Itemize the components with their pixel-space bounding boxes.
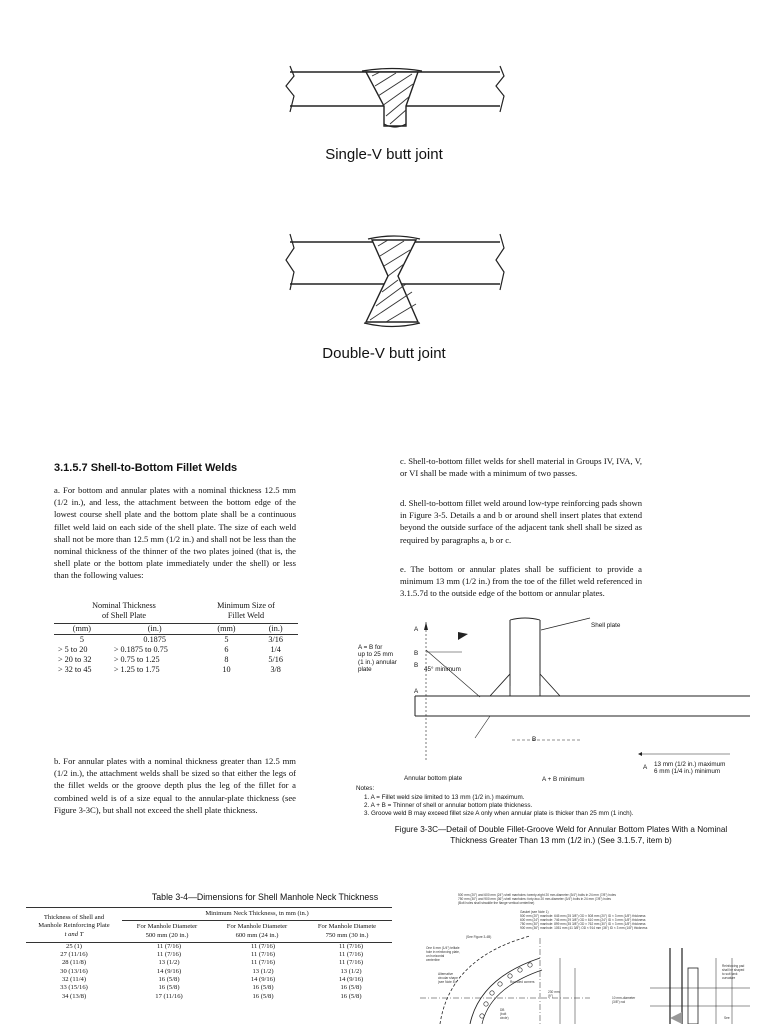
manhole-see-figure: (See Figure 3-4B)	[466, 935, 492, 939]
dim-a-bottom: A	[414, 688, 419, 695]
table-row: 34 (13/8) 17 (11/16) 16 (5/8) 16 (5/8)	[61, 992, 362, 1000]
annular-plate-label: Annular bottom plate	[404, 775, 463, 782]
table-3-4-span-head: Minimum Neck Thickness, tn mm (in.)	[122, 908, 392, 921]
manhole-alt-shape: Alternative circular shape (see Note 8)	[438, 972, 458, 984]
manhole-dim-230: 230 mm (9")	[548, 990, 560, 998]
table-row: > 32 to 45 > 1.25 to 1.75 10 3/8	[58, 665, 281, 674]
note-3: 3. Groove weld B may exceed fillet size A only when annular plate is thicker than 25 mm (1 inch).	[364, 810, 634, 817]
paragraph-c: c. Shell-to-bottom fillet welds for shell material in Groups IV, IVA, V, or VI shall be made with a minimum of two passes.	[400, 456, 642, 479]
table-row: 32 (11/4) 16 (5/8) 14 (9/16) 14 (9/16)	[61, 976, 364, 984]
shell-plate-label: Shell plate	[591, 622, 621, 629]
table-row: (mm) (in.) (mm) (in.)	[72, 624, 283, 633]
manhole-see: See	[724, 1016, 730, 1020]
table-row: 28 (11/8) 13 (1/2) 11 (7/16) 11 (7/16)	[61, 959, 364, 967]
double-v-joint-drawing	[280, 230, 510, 330]
manhole-telltale: One 6 mm (1/4") telltale hole in reinforcing plate, on horizontal centerline	[426, 946, 460, 962]
max-min-label: 13 mm (1/2 in.) maximum 6 mm (1/4 in.) minimum	[654, 761, 726, 776]
thickness-table-body	[54, 624, 298, 675]
manhole-top-note: 500 mm (20") and 600 mm (24") shell manholes: twenty-eight 20 mm-diameter (3/4") bolts in 24 mm (7/8") holes 750 mm (30") and 900 mm (36") shell manholes: forty-two 20 mm-diameter (3/4") bolts in 24 mm (7/8") holes (Bolt holes shall straddle the flange vertical centerline)	[458, 893, 616, 905]
table-3-4-col-500: For Manhole Diameter 500 mm (20 in.)	[136, 923, 198, 939]
table-row: 27 (11/16) 11 (7/16) 11 (7/16) 11 (7/16)	[60, 951, 364, 959]
paragraph-e: e. The bottom or annular plates shall be sufficient to provide a minimum 13 mm (1/2 in.) from the toe of the fillet weld referenced in 3.1.5.7d to the outside edge of the bottom or annular plates.	[400, 564, 642, 599]
table-3-4-col-600: For Manhole Diameter 600 mm (24 in.)	[226, 923, 288, 939]
table-3-4-title: Table 3-4—Dimensions for Shell Manhole Neck Thickness	[151, 892, 379, 902]
table-3-4	[26, 907, 392, 1001]
paragraph-b: b. For annular plates with a nominal thickness greater than 12.5 mm (1/2 in.), the attachment welds shall be sized so that either the legs of the fillet welds or the groove depth plus the leg of the fillet for a combined weld is of a size equal to the annular-plate thickness (see Figure 3-3C), but shall not exceed the shell plate thickness.	[54, 756, 296, 815]
paragraph-d: d. Shell-to-bottom fillet weld around low-type reinforcing pads shown in Figure 3-5. Details a and b or around shell insert plates that extend beyond the outside surface of the adjacent tank shell shall be sized as required by paragraphs a, b or c.	[400, 498, 642, 545]
ab-min-label: A + B minimum	[542, 776, 585, 783]
manhole-rod: 10 mm-diameter (3/8") rod	[612, 996, 636, 1004]
table-row: > 5 to 20 > 0.1875 to 0.75 6 1/4	[58, 645, 281, 654]
table-3-4-body	[26, 943, 392, 1001]
manhole-pad: Reinforcing pad shall be shaped to suit tank curvature	[722, 964, 745, 980]
dim-b-top: B	[414, 650, 419, 657]
manhole-db: DB (bolt circle)	[500, 1008, 509, 1020]
note-1: 1. A = Fillet weld size limited to 13 mm (1/2 in.) maximum.	[364, 794, 525, 801]
double-v-caption: Double-V butt joint	[322, 345, 446, 362]
thickness-table-col2-head: Minimum Size of Fillet Weld	[217, 601, 275, 620]
manhole-gasket-notes: Gasket (see Note 1) 500 mm (20") manhole: 645 mm (25 3/8") OD × 508 mm (20") ID × 3 mm (1/8") thickness 600 mm (24") manhole: 746 mm (29 3/8") OD × 610 mm (24") ID × 3 mm (1/8") thickness 750 mm (30") manhole: 899 mm (35 3/8") OD × 762 mm (30") ID × 3 mm (1/8") thickness 900 mm (36") manhole: 1051 mm (41 3/8") OD × 914 mm (36") ID × 3 mm (1/8") thickness	[520, 910, 648, 930]
table-row: > 20 to 32 > 0.75 to 1.25 8 5/16	[58, 655, 283, 664]
note-2: 2. A + B = Thinner of shell or annular bottom plate thickness.	[364, 802, 533, 809]
dim-a-top: A	[414, 626, 419, 633]
table-3-4-col-750: For Manhole Diamete 750 mm (30 in.)	[317, 923, 377, 939]
paragraph-a: a. For bottom and annular plates with a nominal thickness 12.5 mm (1/2 in.), and less, the attachment between the bottom edge of the lowest course shell plate and the bottom plate shall be a continuous fillet weld laid on each side of the shell plate. The size of each weld shall not be more than 12.5 mm (1/2 in.) and shall not be less than the nominal thickness of the thinner of the two plates joined (that is, the shell plate or the bottom plate immediately under the shell) or less than the following values:	[54, 485, 296, 581]
table-row: 30 (13/16) 14 (9/16) 13 (1/2) 13 (1/2)	[60, 967, 362, 975]
notes-title: Notes:	[356, 785, 375, 792]
table-3-4-left-head: Thickness of Shell and Manhole Reinforcing Plate t and T	[38, 914, 110, 938]
dim-b-bottom: B	[414, 662, 419, 669]
thickness-table	[54, 601, 298, 675]
figure-3-3c-caption: Figure 3-3C—Detail of Double Fillet-Groove Weld for Annular Bottom Plates With a Nominal Thickness Greater Than 13 mm (1/2 in.) (See 3.1.5.7, item b)	[394, 825, 728, 845]
single-v-joint-drawing	[280, 62, 510, 132]
table-row: 5 0.1875 5 3/16	[79, 635, 283, 644]
thickness-table-col1-head: Nominal Thickness of Shell Plate	[92, 601, 156, 620]
single-v-caption: Single-V butt joint	[325, 146, 443, 163]
a-equals-b-note: A = B for up to 25 mm (1 in.) annular plate	[358, 644, 397, 674]
section-heading: 3.1.5.7 Shell-to-Bottom Fillet Welds	[54, 462, 238, 474]
table-row: 25 (1) 11 (7/16) 11 (7/16) 11 (7/16)	[66, 942, 364, 950]
table-row: 33 (15/16) 16 (5/8) 16 (5/8) 16 (5/8)	[60, 984, 362, 992]
dim-b-right: B	[532, 736, 537, 743]
angle-label: 45° minimum	[424, 666, 461, 673]
manhole-rounded: Rounded corners	[510, 980, 535, 984]
dim-a-right: A	[643, 764, 648, 771]
